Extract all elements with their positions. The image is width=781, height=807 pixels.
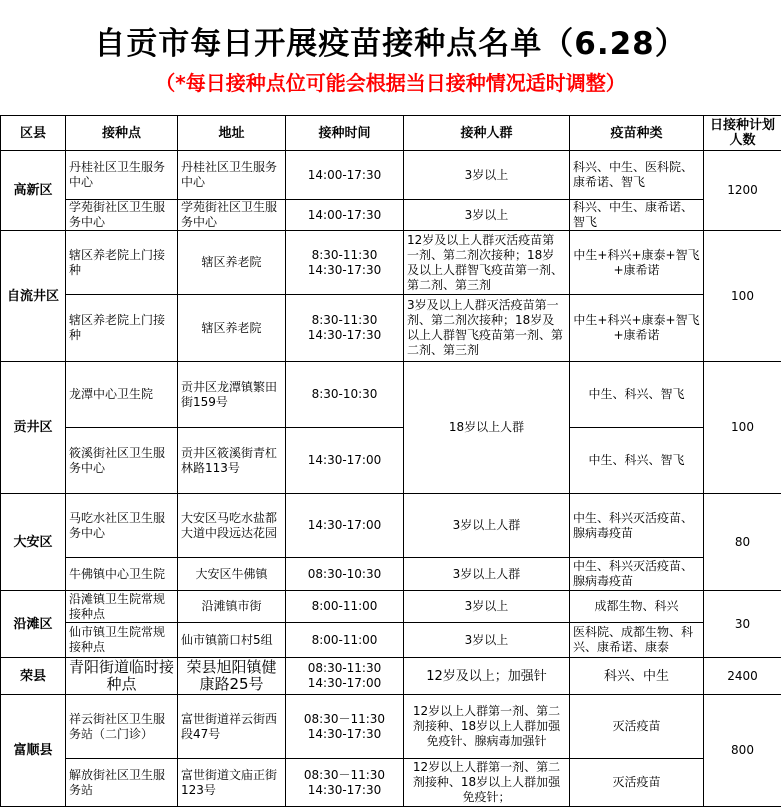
plan-cell: 30 bbox=[704, 591, 781, 658]
district-cell: 荣县 bbox=[1, 658, 66, 695]
page-subtitle: （*每日接种点位可能会根据当日接种情况适时调整） bbox=[155, 71, 626, 95]
site-cell: 丹桂社区卫生服务中心 bbox=[66, 151, 178, 200]
plan-cell: 800 bbox=[704, 695, 781, 807]
table-row bbox=[1, 695, 781, 759]
time-cell: 08:30-10:30 bbox=[286, 558, 404, 591]
site-cell: 青阳街道临时接种点 bbox=[66, 658, 178, 695]
address-cell: 辖区养老院 bbox=[178, 295, 286, 362]
vaccine-cell: 成都生物、科兴 bbox=[570, 591, 704, 623]
time-cell: 8:00-11:00 bbox=[286, 623, 404, 658]
site-cell: 仙市镇卫生院常规接种点 bbox=[66, 623, 178, 658]
vaccination-sites-table bbox=[0, 115, 781, 807]
time-cell: 08:30－11:30 14:30-17:30 bbox=[286, 695, 404, 759]
district-cell: 贡井区 bbox=[1, 362, 66, 494]
table-row bbox=[1, 591, 781, 623]
district-cell: 大安区 bbox=[1, 494, 66, 591]
district-cell: 沿滩区 bbox=[1, 591, 66, 658]
table-row bbox=[1, 558, 781, 591]
address-cell: 荣县旭阳镇健康路25号 bbox=[178, 658, 286, 695]
vaccine-cell: 中生+科兴+康泰+智飞+康希诺 bbox=[570, 231, 704, 295]
site-cell: 牛佛镇中心卫生院 bbox=[66, 558, 178, 591]
address-cell: 大安区牛佛镇 bbox=[178, 558, 286, 591]
table-row bbox=[1, 623, 781, 658]
site-cell: 学苑街社区卫生服务中心 bbox=[66, 200, 178, 231]
vaccine-cell: 灭活疫苗 bbox=[570, 759, 704, 807]
plan-cell: 100 bbox=[704, 362, 781, 494]
time-cell: 8:30-11:30 14:30-17:30 bbox=[286, 295, 404, 362]
vaccine-cell: 科兴、中生、康希诺、智飞 bbox=[570, 200, 704, 231]
crowd-cell: 12岁及以上；加强针 bbox=[404, 658, 570, 695]
site-cell: 龙潭中心卫生院 bbox=[66, 362, 178, 428]
time-cell: 8:30-10:30 bbox=[286, 362, 404, 428]
col-header-district: 区县 bbox=[1, 116, 66, 151]
plan-cell: 2400 bbox=[704, 658, 781, 695]
plan-cell: 80 bbox=[704, 494, 781, 591]
crowd-cell: 3岁及以上人群灭活疫苗第一剂、第二剂次接种；18岁及以上人群智飞疫苗第一剂、第二剂、第三剂 bbox=[404, 295, 570, 362]
plan-cell: 100 bbox=[704, 231, 781, 362]
address-cell: 贡井区龙潭镇繁田街159号 bbox=[178, 362, 286, 428]
vaccine-cell: 科兴、中生 bbox=[570, 658, 704, 695]
site-cell: 马吃水社区卫生服务中心 bbox=[66, 494, 178, 558]
district-cell: 高新区 bbox=[1, 151, 66, 231]
time-cell: 14:30-17:00 bbox=[286, 494, 404, 558]
page-header bbox=[0, 0, 781, 115]
address-cell: 富世街道祥云街西段47号 bbox=[178, 695, 286, 759]
time-cell: 14:00-17:30 bbox=[286, 200, 404, 231]
crowd-cell: 12岁及以上人群灭活疫苗第一剂、第二剂次接种；18岁及以上人群智飞疫苗第一剂、第二剂、第三剂 bbox=[404, 231, 570, 295]
time-cell: 08:30-11:30 14:30-17:00 bbox=[286, 658, 404, 695]
site-cell: 沿滩镇卫生院常规接种点 bbox=[66, 591, 178, 623]
table-header-row bbox=[1, 116, 781, 151]
address-cell: 贡井区筱溪街青杠林路113号 bbox=[178, 428, 286, 494]
crowd-cell: 12岁以上人群第一剂、第二剂接种、18岁以上人群加强免疫针、腺病毒加强针 bbox=[404, 695, 570, 759]
crowd-cell: 18岁以上人群 bbox=[404, 362, 570, 494]
crowd-cell: 12岁以上人群第一剂、第二剂接种、18岁以上人群加强免疫针； bbox=[404, 759, 570, 807]
table-row bbox=[1, 295, 781, 362]
site-cell: 辖区养老院上门接种 bbox=[66, 295, 178, 362]
col-header-address: 地址 bbox=[178, 116, 286, 151]
site-cell: 辖区养老院上门接种 bbox=[66, 231, 178, 295]
district-cell: 富顺县 bbox=[1, 695, 66, 807]
time-cell: 8:00-11:00 bbox=[286, 591, 404, 623]
crowd-cell: 3岁以上人群 bbox=[404, 494, 570, 558]
crowd-cell: 3岁以上 bbox=[404, 151, 570, 200]
site-cell: 筱溪街社区卫生服务中心 bbox=[66, 428, 178, 494]
crowd-cell: 3岁以上 bbox=[404, 623, 570, 658]
vaccine-cell: 中生、科兴、智飞 bbox=[570, 362, 704, 428]
vaccine-cell: 灭活疫苗 bbox=[570, 695, 704, 759]
address-cell: 富世街道文庙正街123号 bbox=[178, 759, 286, 807]
page-title: 自贡市每日开展疫苗接种点名单（6.28） bbox=[94, 26, 687, 62]
vaccine-cell: 科兴、中生、医科院、康希诺、智飞 bbox=[570, 151, 704, 200]
vaccine-cell: 医科院、成都生物、科兴、康希诺、康泰 bbox=[570, 623, 704, 658]
col-header-time: 接种时间 bbox=[286, 116, 404, 151]
vaccine-cell: 中生+科兴+康泰+智飞+康希诺 bbox=[570, 295, 704, 362]
table-row bbox=[1, 362, 781, 428]
time-cell: 08:30－11:30 14:30-17:30 bbox=[286, 759, 404, 807]
address-cell: 仙市镇箭口村5组 bbox=[178, 623, 286, 658]
site-cell: 解放街社区卫生服务站 bbox=[66, 759, 178, 807]
vaccine-cell: 中生、科兴灭活疫苗、腺病毒疫苗 bbox=[570, 494, 704, 558]
site-cell: 祥云街社区卫生服务站（二门诊） bbox=[66, 695, 178, 759]
col-header-plan: 日接种计划人数 bbox=[704, 116, 781, 151]
col-header-vaccine: 疫苗种类 bbox=[570, 116, 704, 151]
table-row bbox=[1, 759, 781, 807]
table-row bbox=[1, 231, 781, 295]
table-row bbox=[1, 200, 781, 231]
table-row bbox=[1, 428, 781, 494]
address-cell: 丹桂社区卫生服务中心 bbox=[178, 151, 286, 200]
crowd-cell: 3岁以上 bbox=[404, 591, 570, 623]
col-header-crowd: 接种人群 bbox=[404, 116, 570, 151]
table-row bbox=[1, 151, 781, 200]
crowd-cell: 3岁以上 bbox=[404, 200, 570, 231]
vaccine-cell: 中生、科兴灭活疫苗、腺病毒疫苗 bbox=[570, 558, 704, 591]
address-cell: 学苑街社区卫生服务中心 bbox=[178, 200, 286, 231]
crowd-cell: 3岁以上人群 bbox=[404, 558, 570, 591]
table-row bbox=[1, 658, 781, 695]
time-cell: 8:30-11:30 14:30-17:30 bbox=[286, 231, 404, 295]
address-cell: 沿滩镇市街 bbox=[178, 591, 286, 623]
vaccine-cell: 中生、科兴、智飞 bbox=[570, 428, 704, 494]
table-row bbox=[1, 494, 781, 558]
col-header-site: 接种点 bbox=[66, 116, 178, 151]
plan-cell: 1200 bbox=[704, 151, 781, 231]
time-cell: 14:30-17:00 bbox=[286, 428, 404, 494]
time-cell: 14:00-17:30 bbox=[286, 151, 404, 200]
address-cell: 大安区马吃水盐都大道中段远达花园 bbox=[178, 494, 286, 558]
address-cell: 辖区养老院 bbox=[178, 231, 286, 295]
district-cell: 自流井区 bbox=[1, 231, 66, 362]
